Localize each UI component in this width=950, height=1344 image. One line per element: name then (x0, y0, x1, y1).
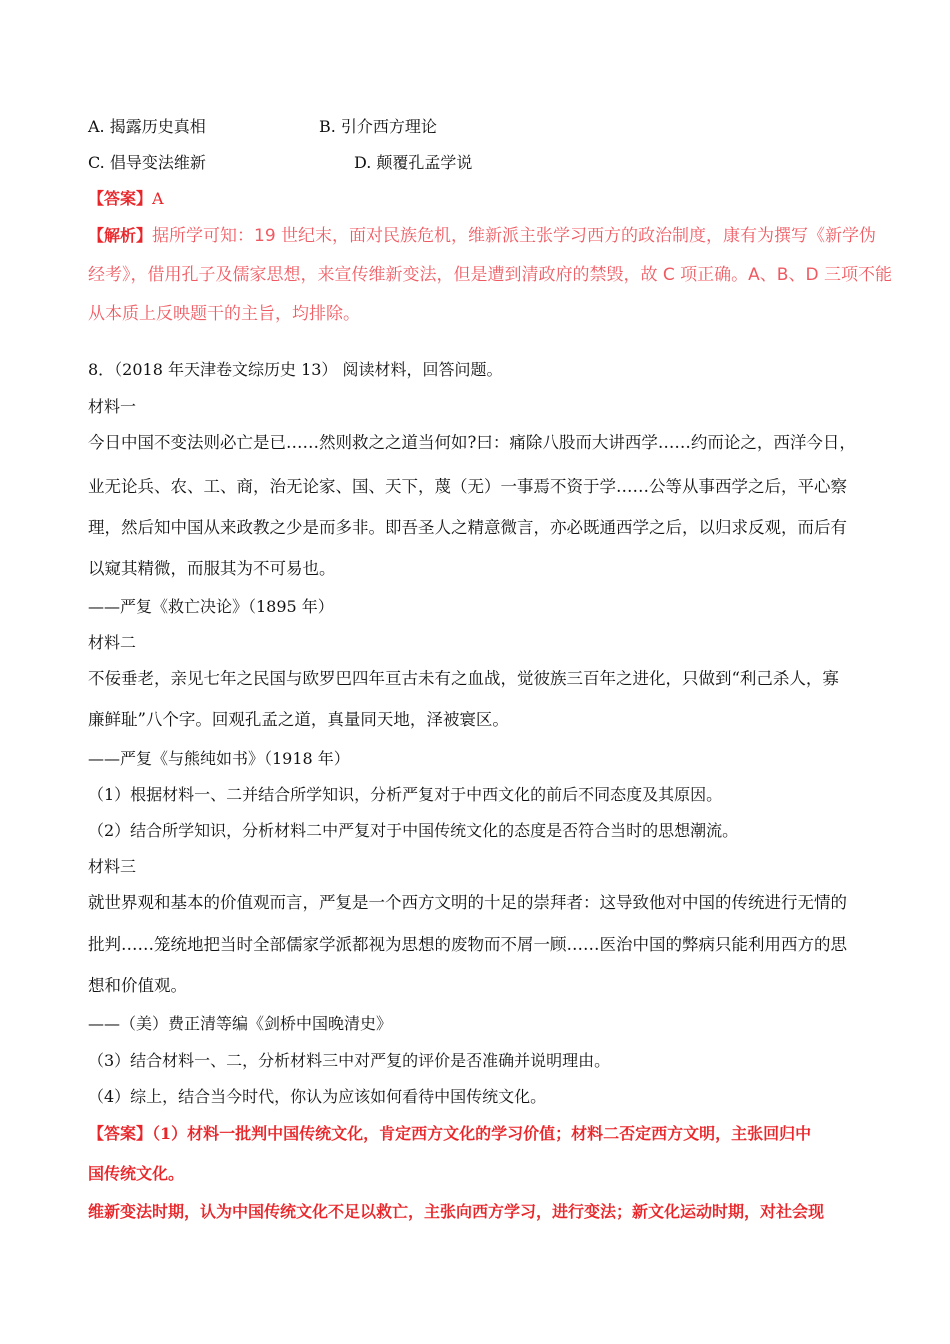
material-1-title: 材料一 (88, 397, 137, 416)
analysis-line-1: 【解析】据所学可知：19 世纪末，面对民族危机，维新派主张学习西方的政治制度，康有为撰写《新学伪 (88, 226, 877, 246)
answer-label: 【答案】 (88, 189, 153, 208)
material-2-line-2: 廉鲜耻”八个字。回观孔孟之道，真量同天地，泽被寰区。 (88, 710, 509, 729)
answer-8-line-1: 【答案】（1）材料一批判中国传统文化，肯定西方文化的学习价值；材料二否定西方文明，主张回归中 (88, 1124, 812, 1143)
analysis-label: 【解析】 (88, 226, 153, 245)
material-2-line-1: 不佞垂老，亲见七年之民国与欧罗巴四年亘古未有之血战，觉彼族三百年之进化，只做到“利己杀人，寡 (88, 669, 839, 688)
material-3-line-1: 就世界观和基本的价值观而言，严复是一个西方文明的十足的崇拜者：这导致他对中国的传统进行无情的 (88, 893, 847, 912)
analysis-line-3: 从本质上反映题干的主旨，均排除。 (88, 304, 360, 324)
option-d: D. 颠覆孔孟学说 (354, 153, 473, 172)
material-3-line-2: 批判……笼统地把当时全部儒家学派都视为思想的废物而不屑一顾……医治中国的弊病只能利用西方的思 (88, 935, 847, 954)
material-3-title: 材料三 (88, 857, 137, 876)
material-2-title: 材料二 (88, 633, 137, 652)
analysis-line-2: 经考》，借用孔子及儒家思想，来宣传维新变法，但是遭到清政府的禁毁，故 C 项正确。A、B、D 三项不能 (88, 265, 892, 285)
material-3-line-3: 想和价值观。 (88, 976, 187, 995)
material-1-line-4: 以窥其精微，而服其为不可易也。 (88, 559, 336, 578)
material-1-line-2: 业无论兵、农、工、商，治无论家、国、天下，蔑（无）一事焉不资于学……公等从事西学之后，平心察 (88, 477, 847, 496)
answer-8-line-2: 国传统文化。 (88, 1164, 185, 1183)
material-1-line-3: 理，然后知中国从来政教之少是而多非。即吾圣人之精意微言，亦必既通西学之后，以归求反观，而后有 (88, 518, 847, 537)
sub-question-3: （3）结合材料一、二，分析材料三中对严复的评价是否准确并说明理由。 (88, 1051, 611, 1070)
option-a: A. 揭露历史真相 (88, 117, 206, 136)
material-1-source: ——严复《救亡决论》（1895 年） (88, 597, 334, 616)
answer-8-line-3: 维新变法时期，认为中国传统文化不足以救亡，主张向西方学习，进行变法；新文化运动时期，对社会现 (88, 1202, 825, 1221)
answer-8-label: 【答案】 (88, 1124, 153, 1143)
material-2-source: ——严复《与熊纯如书》（1918 年） (88, 749, 350, 768)
answer-7 (88, 189, 164, 209)
sub-question-4: （4）综上，结合当今时代，你认为应该如何看待中国传统文化。 (88, 1087, 547, 1106)
material-3-source: ——（美）费正清等编《剑桥中国晚清史》 (88, 1014, 393, 1033)
question-8-title: 8．（2018 年天津卷文综历史 13） 阅读材料，回答问题。 (88, 360, 503, 379)
answer-value: A (152, 189, 164, 208)
sub-question-2: （2）结合所学知识，分析材料二中严复对于中国传统文化的态度是否符合当时的思想潮流。 (88, 821, 739, 840)
option-b: B. 引介西方理论 (319, 117, 437, 136)
option-c: C. 倡导变法维新 (88, 153, 206, 172)
sub-question-1: （1）根据材料一、二并结合所学知识，分析严复对于中西文化的前后不同态度及其原因。 (88, 785, 723, 804)
material-1-line-1: 今日中国不变法则必亡是已……然则救之之道当何如?曰：痛除八股而大讲西学……约而论之，西洋今日， (88, 433, 856, 452)
